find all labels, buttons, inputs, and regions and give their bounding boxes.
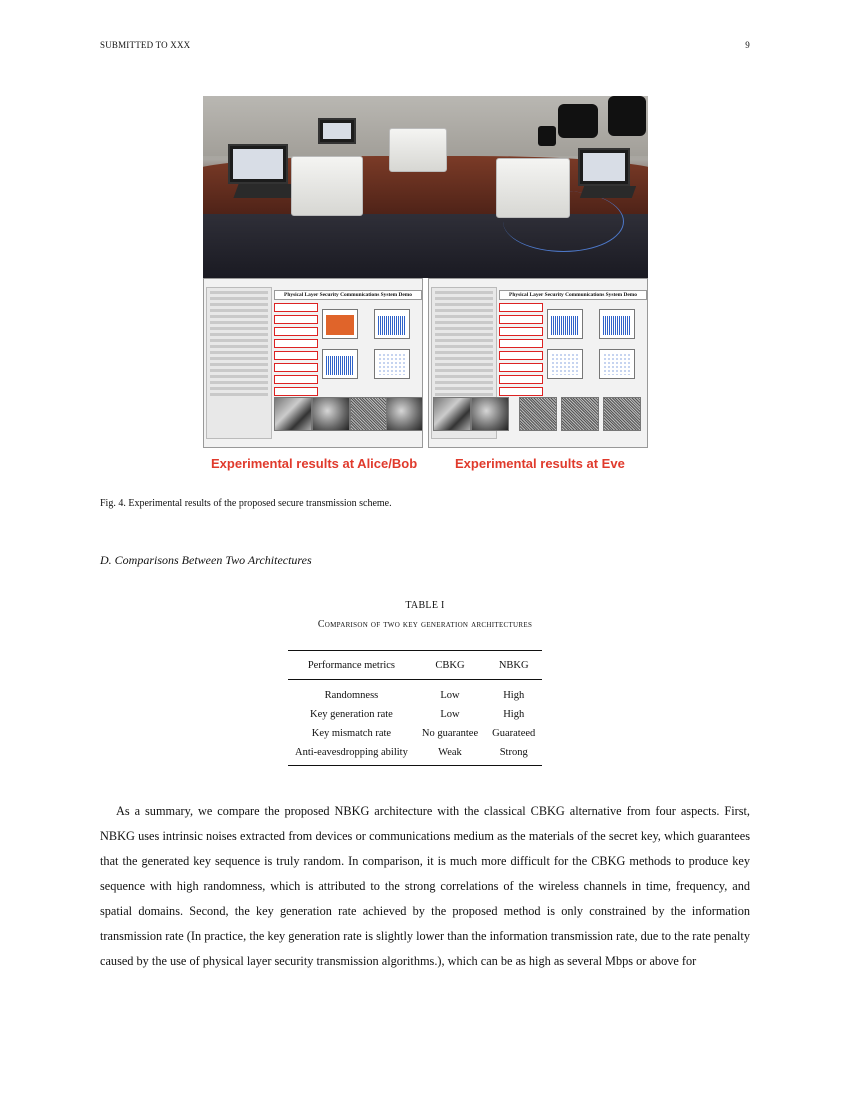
experimental-figure	[203, 96, 648, 470]
header-cell: CBKG	[435, 659, 465, 671]
table-cell: Randomness	[324, 690, 379, 701]
figure-caption: Fig. 4. Experimental results of the proposed secure transmission scheme.	[100, 498, 392, 509]
table-cell: No guarantee	[421, 728, 479, 739]
table-cell: High	[503, 690, 525, 701]
panel-title-right: Physical Layer Security Communications System Demo	[499, 290, 647, 300]
table-cell: Low	[440, 690, 460, 701]
table-row	[288, 705, 542, 724]
table-row	[288, 680, 542, 706]
alice-bob-panel	[203, 278, 423, 448]
label-alice-bob: Experimental results at Alice/Bob	[211, 456, 418, 471]
table-cell: Key generation rate	[310, 709, 393, 720]
paragraph: As a summary, we compare the proposed NBKG architecture with the classical CBKG alternative from four aspects. First, NBKG uses intrinsic noises extracted from devices or communications medium as the materials of the secret key, which guarantees that the generated key sequence is truly random. In comparison, it is much more difficult for the CBKG methods to produce key sequence with high randomness, which is attributed to the strong correlations of the wireless channels in time, frequency, and spatial domains. Second, the key generation rate achieved by the proposed method is only constrained by the information transmission rate (In practice, the key generation rate is slightly lower than the information transmission rate, due to the rate penalty caused by the use of physical layer security transmission algorithms.), which can be as high as several Mbps or above for	[100, 804, 750, 968]
table-header-row	[288, 651, 542, 680]
table-cell: Guarateed	[492, 728, 536, 739]
label-eve: Experimental results at Eve	[455, 456, 625, 471]
comparison-table	[288, 650, 542, 766]
header-cell: Performance metrics	[307, 659, 396, 671]
page-number: 9	[745, 40, 750, 50]
table-label: TABLE I	[405, 600, 445, 611]
table-row	[288, 743, 542, 766]
table-title: Comparison of two key generation architectures	[317, 619, 533, 630]
header-cell: NBKG	[498, 659, 529, 671]
panel-title-left: Physical Layer Security Communications System Demo	[274, 290, 422, 300]
table-cell: High	[503, 709, 525, 720]
body-text	[100, 799, 750, 974]
table-cell: Anti-eavesdropping ability	[295, 747, 408, 758]
table-cell: Key mismatch rate	[311, 728, 392, 739]
table-cell: Strong	[499, 747, 528, 758]
software-panels	[203, 278, 648, 471]
section-heading: D. Comparisons Between Two Architectures	[100, 553, 312, 567]
eve-panel	[428, 278, 648, 448]
table-row	[288, 724, 542, 743]
running-header: SUBMITTED TO XXX	[100, 40, 191, 50]
lab-photo	[203, 96, 648, 278]
table-cell: Low	[440, 709, 460, 720]
table-cell: Weak	[438, 747, 462, 758]
